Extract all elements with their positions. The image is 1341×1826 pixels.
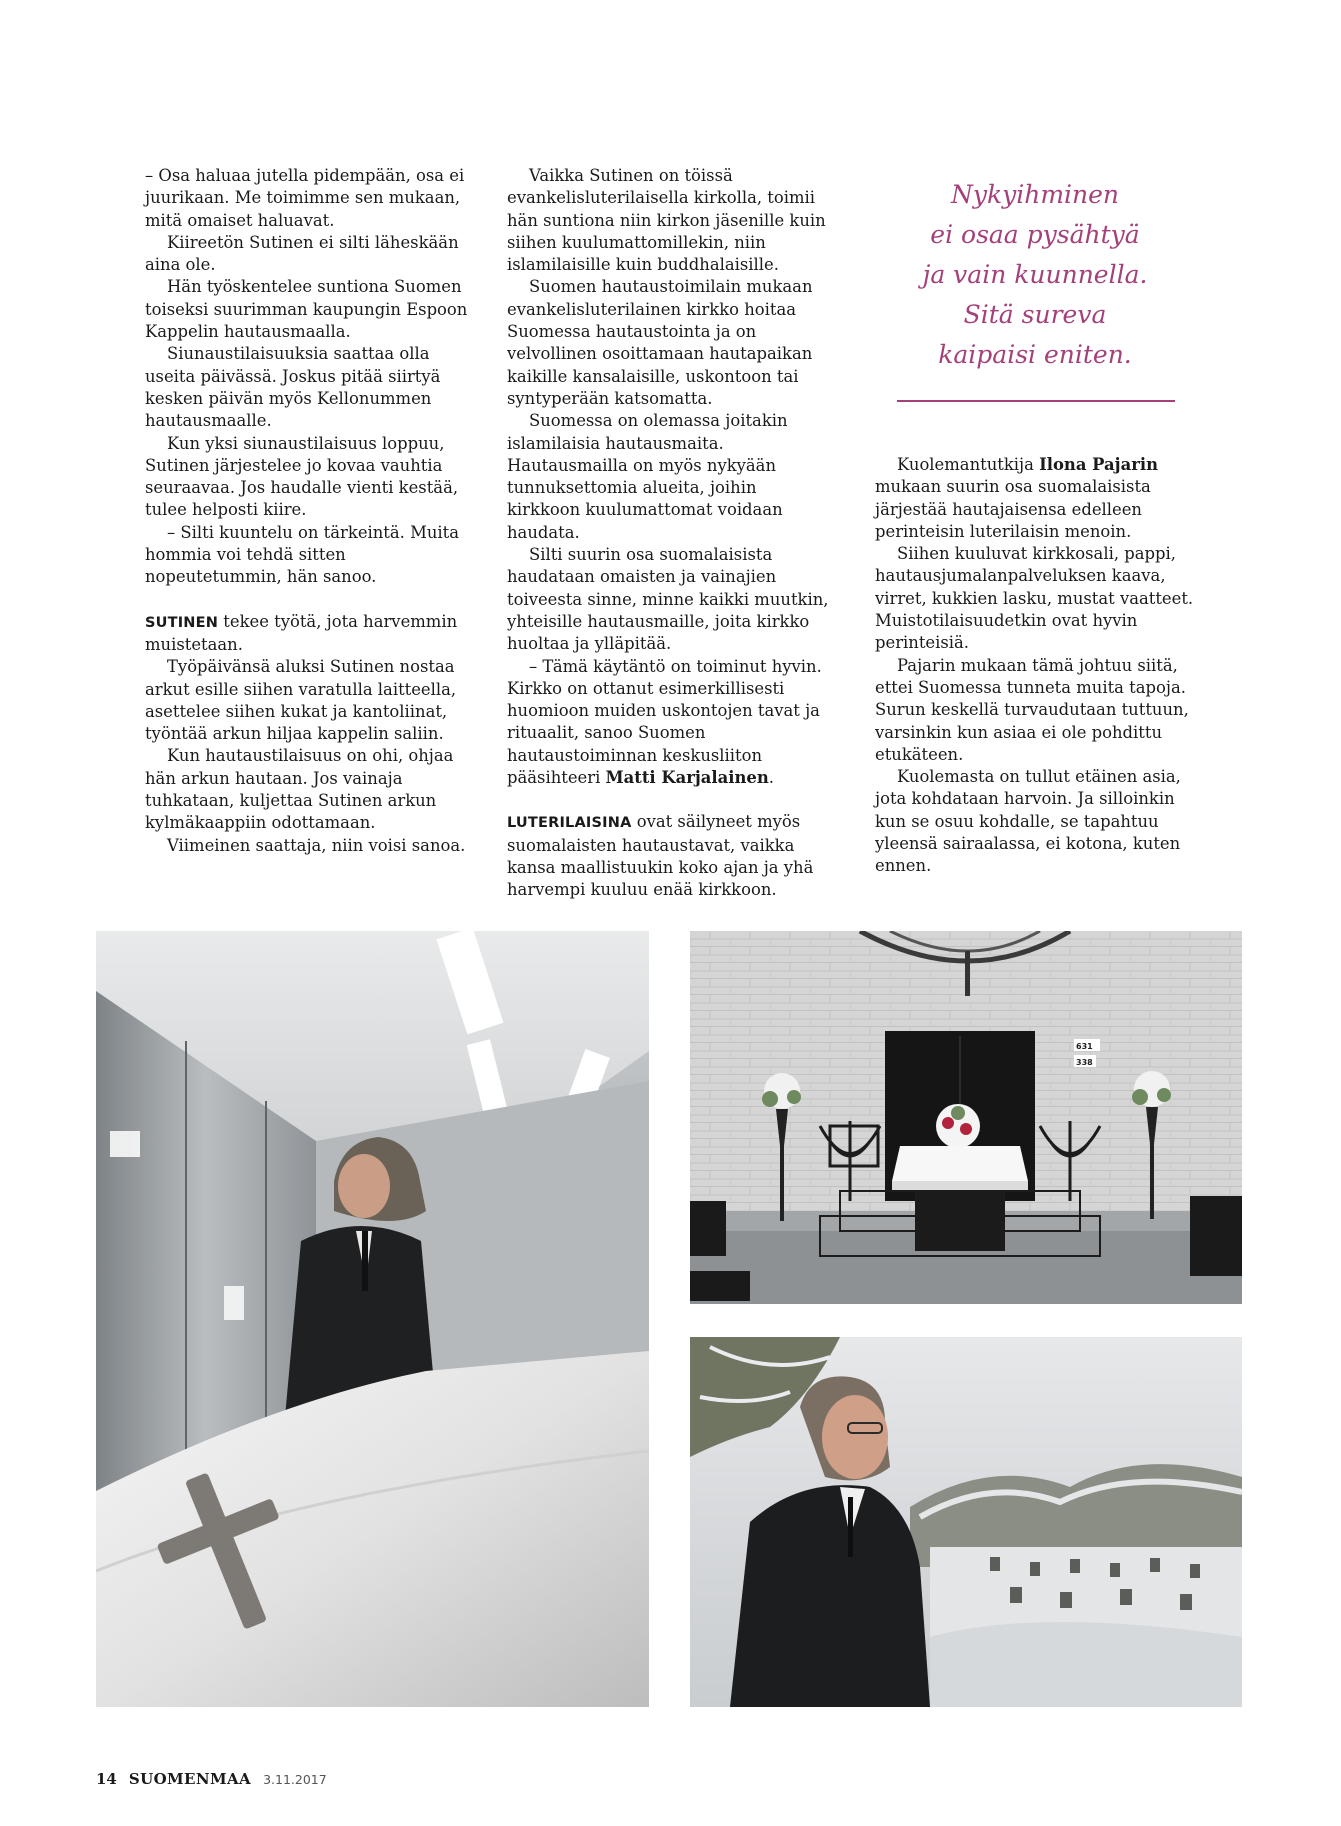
article-column-2 (507, 165, 832, 902)
issue-date: 3.11.2017 (263, 1772, 327, 1787)
paragraph (507, 656, 832, 790)
paragraph-text: Kuolemantutkija (897, 455, 1040, 474)
photo-chapel-coffin (690, 931, 1242, 1304)
paragraph: Kun hautaustilaisuus on ohi, ohjaa hän arkun hautaan. Jos vainaja tuhkataan, kuljettaa Sutinen arkun kylmäkaappiin odottamaan. (145, 746, 454, 833)
magazine-name: SUOMENMAA (128, 1770, 252, 1788)
section-lead-word: LUTERILAISINA (507, 815, 632, 832)
section-paragraph (507, 811, 832, 901)
paragraph-text: ovat säilyneet myös suomalaisten hautaustavat, vaikka kansa maallistuukin koko ajan ja yhä harvempi kuuluu enää kirkkoon. (507, 812, 814, 900)
person-name: Matti Karjalainen (605, 768, 769, 788)
paragraph: Kiireetön Sutinen ei silti läheskään aina ole. (145, 232, 459, 275)
paragraph: Viimeinen saattaja, niin voisi sanoa. (167, 835, 466, 855)
paragraph: – Silti kuuntelu on tärkeintä. Muita hommia voi tehdä sitten nopeutetummin, hän sanoo. (145, 522, 460, 587)
pull-quote-line: Nykyihminen (950, 180, 1120, 209)
paragraph: – Osa haluaa jutella pidempään, osa ei juurikaan. Me toimimme sen mukaan, mitä omaiset haluavat. (145, 166, 465, 230)
page-number: 14 (96, 1770, 117, 1788)
photo-sexton-snowy-cemetery (690, 1337, 1242, 1707)
pull-quote-divider (897, 400, 1175, 402)
pull-quote-line: ja vain kuunnella. (922, 260, 1148, 289)
paragraph: Vaikka Sutinen on töissä evankelisluterilaisella kirkolla, toimii hän suntiona niin kirkon jäsenille kuin siihen kuulumattomillekin, niin islamilaisille kuin buddhalaisille. (507, 166, 826, 275)
pull-quote-line: kaipaisi eniten. (938, 340, 1132, 369)
person-name: Ilona Pajarin (1039, 455, 1158, 474)
pull-quote (880, 175, 1190, 375)
page-footer (96, 1770, 327, 1788)
pull-quote-line: ei osaa pysähtyä (930, 220, 1140, 249)
paragraph: Työpäivänsä aluksi Sutinen nostaa arkut esille siihen varatulla laitteella, asettelee siihen kukat ja kantoliinat, työntää arkun hiljaa kappelin saliin. (145, 657, 457, 744)
paragraph: Hän työskentelee suntiona Suomen toiseksi suurimman kaupungin Espoon Kappelin hautausmaalla. (145, 277, 468, 342)
paragraph: Silti suurin osa suomalaisista haudataan omaisten ja vainajien toiveesta sinne, minne kaikki muutkin, yhteisille hautausmaille, joita kirkko huoltaa ja ylläpitää. (507, 545, 829, 654)
paragraph-text: tekee työtä, jota harvemmin muistetaan. (145, 611, 458, 654)
paragraph: Siihen kuuluvat kirkkosali, pappi, hautausjumalanpalveluksen kaava, virret, kukkien lasku, mustat vaatteet. Muistotilaisuudetkin ovat hyvin perinteisiä. (875, 544, 1194, 653)
paragraph: Pajarin mukaan tämä johtuu siitä, ettei Suomessa tunneta muita tapoja. Surun keskellä turvaudutaan tuttuun, varsinkin kun asiaa ei ole pohdittu etukäteen. (875, 655, 1189, 764)
paragraph (875, 454, 1195, 543)
paragraph: Suomessa on olemassa joitakin islamilaisia hautausmaita. Hautausmailla on myös nykyään tunnuksettomia alueita, joihin kirkkoon kuulumattomat voidaan haudata. (507, 411, 788, 542)
paragraph: Kun yksi siunaustilaisuus loppuu, Sutinen järjestelee jo kovaa vauhtia seuraavaa. Jos haudalle vienti kestää, tulee helposti kiire. (145, 433, 459, 520)
paragraph-text: – Tämä käytäntö on toiminut hyvin. Kirkko on ottanut esimerkillisesti huomioon muiden uskontojen tavat ja rituaalit, sanoo Suomen hautaustoiminnan keskusliiton pääsihteeri (507, 656, 822, 788)
section-paragraph (145, 611, 470, 657)
paragraph-text: . (768, 768, 774, 788)
photo-sexton-storage-illustration (96, 931, 649, 1707)
article-column-1 (145, 165, 470, 857)
hymn-number-sign: 631 (1076, 1042, 1093, 1051)
section-lead-word: SUTINEN (145, 614, 219, 631)
photo-sexton-storage (96, 931, 649, 1707)
paragraph: Kuolemasta on tullut etäinen asia, jota kohdataan harvoin. Ja silloinkin kun se osuu kohdalle, se tapahtuu yleensä sairaalassa, ei kotona, kuten ennen. (875, 767, 1181, 876)
pull-quote-line: Sitä sureva (963, 300, 1107, 329)
photo-sexton-snowy-cemetery-illustration (690, 1337, 1242, 1707)
paragraph: Suomen hautaustoimilain mukaan evankelisluterilainen kirkko hoitaa Suomessa hautaustointa ja on velvollinen osoittamaan hautapaikan kaikille kansalaisille, uskontoon tai syntyperään katsomatta. (507, 277, 813, 408)
paragraph-text: mukaan suurin osa suomalaisista järjestää hautajaisensa edelleen perinteisin luterilaisin menoin. (875, 477, 1151, 541)
paragraph: Siunaustilaisuuksia saattaa olla useita päivässä. Joskus pitää siirtyä kesken päivän myös Kellonummen hautausmaalle. (145, 344, 441, 431)
article-column-3 (875, 454, 1195, 878)
hymn-number-sign: 338 (1076, 1058, 1093, 1067)
photo-chapel-coffin-illustration (690, 931, 1242, 1304)
